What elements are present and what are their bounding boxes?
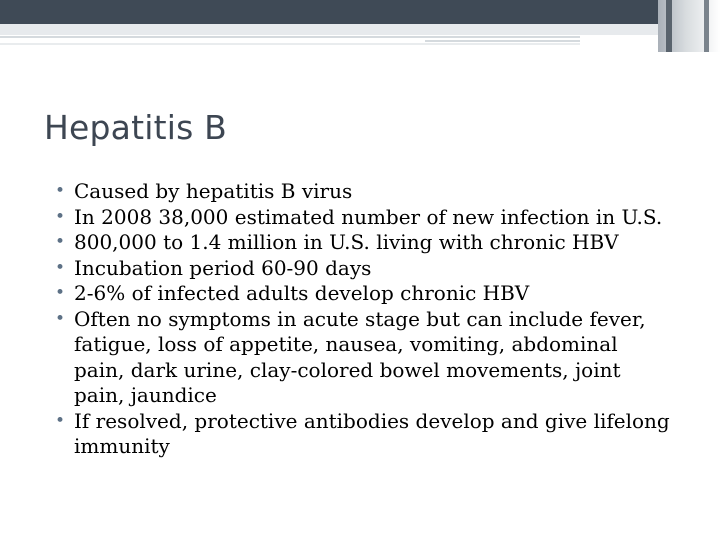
bullet-text: Incubation period 60-90 days <box>74 255 372 280</box>
header-corner-bar <box>666 0 672 52</box>
header-stripe <box>0 36 580 38</box>
bullet-text: 800,000 to 1.4 million in U.S. living with chronic HBV <box>74 230 619 254</box>
slide-title: Hepatitis B <box>44 108 228 147</box>
bullet-dot-icon: • <box>55 206 66 227</box>
bullet-dot-icon: • <box>55 232 66 252</box>
header-stripe <box>0 43 580 45</box>
bullet-dot-icon: • <box>55 283 66 303</box>
bullet-item <box>54 179 674 205</box>
bullet-item <box>54 205 674 231</box>
header-dark-bar <box>0 0 720 24</box>
bullet-text: In 2008 38,000 estimated number of new infection in U.S. <box>74 204 663 229</box>
bullet-dot-icon: • <box>55 257 66 278</box>
bullet-text: 2-6% of infected adults develop chronic HBV <box>74 281 530 305</box>
bullet-item <box>54 230 674 256</box>
bullet-dot-icon: • <box>55 181 66 201</box>
header-corner-bar <box>704 0 709 52</box>
bullet-list <box>54 179 674 460</box>
bullet-text: Caused by hepatitis B virus <box>74 179 353 203</box>
bullet-dot-icon: • <box>55 308 66 329</box>
header-stripe <box>425 40 580 42</box>
bullet-item <box>54 307 674 409</box>
header-light-bar <box>0 24 720 35</box>
bullet-text: Often no symptoms in acute stage but can include fever, fatigue, loss of appetite, nausea, vomiting, abdominal pain, dark urine, clay-colored bowel movements, joint pain, jaundice <box>74 306 646 407</box>
bullet-dot-icon: • <box>55 410 66 431</box>
bullet-item <box>54 256 674 282</box>
bullet-item <box>54 281 674 307</box>
bullet-item <box>54 409 674 460</box>
bullet-text: If resolved, protective antibodies develop and give lifelong immunity <box>74 408 670 458</box>
